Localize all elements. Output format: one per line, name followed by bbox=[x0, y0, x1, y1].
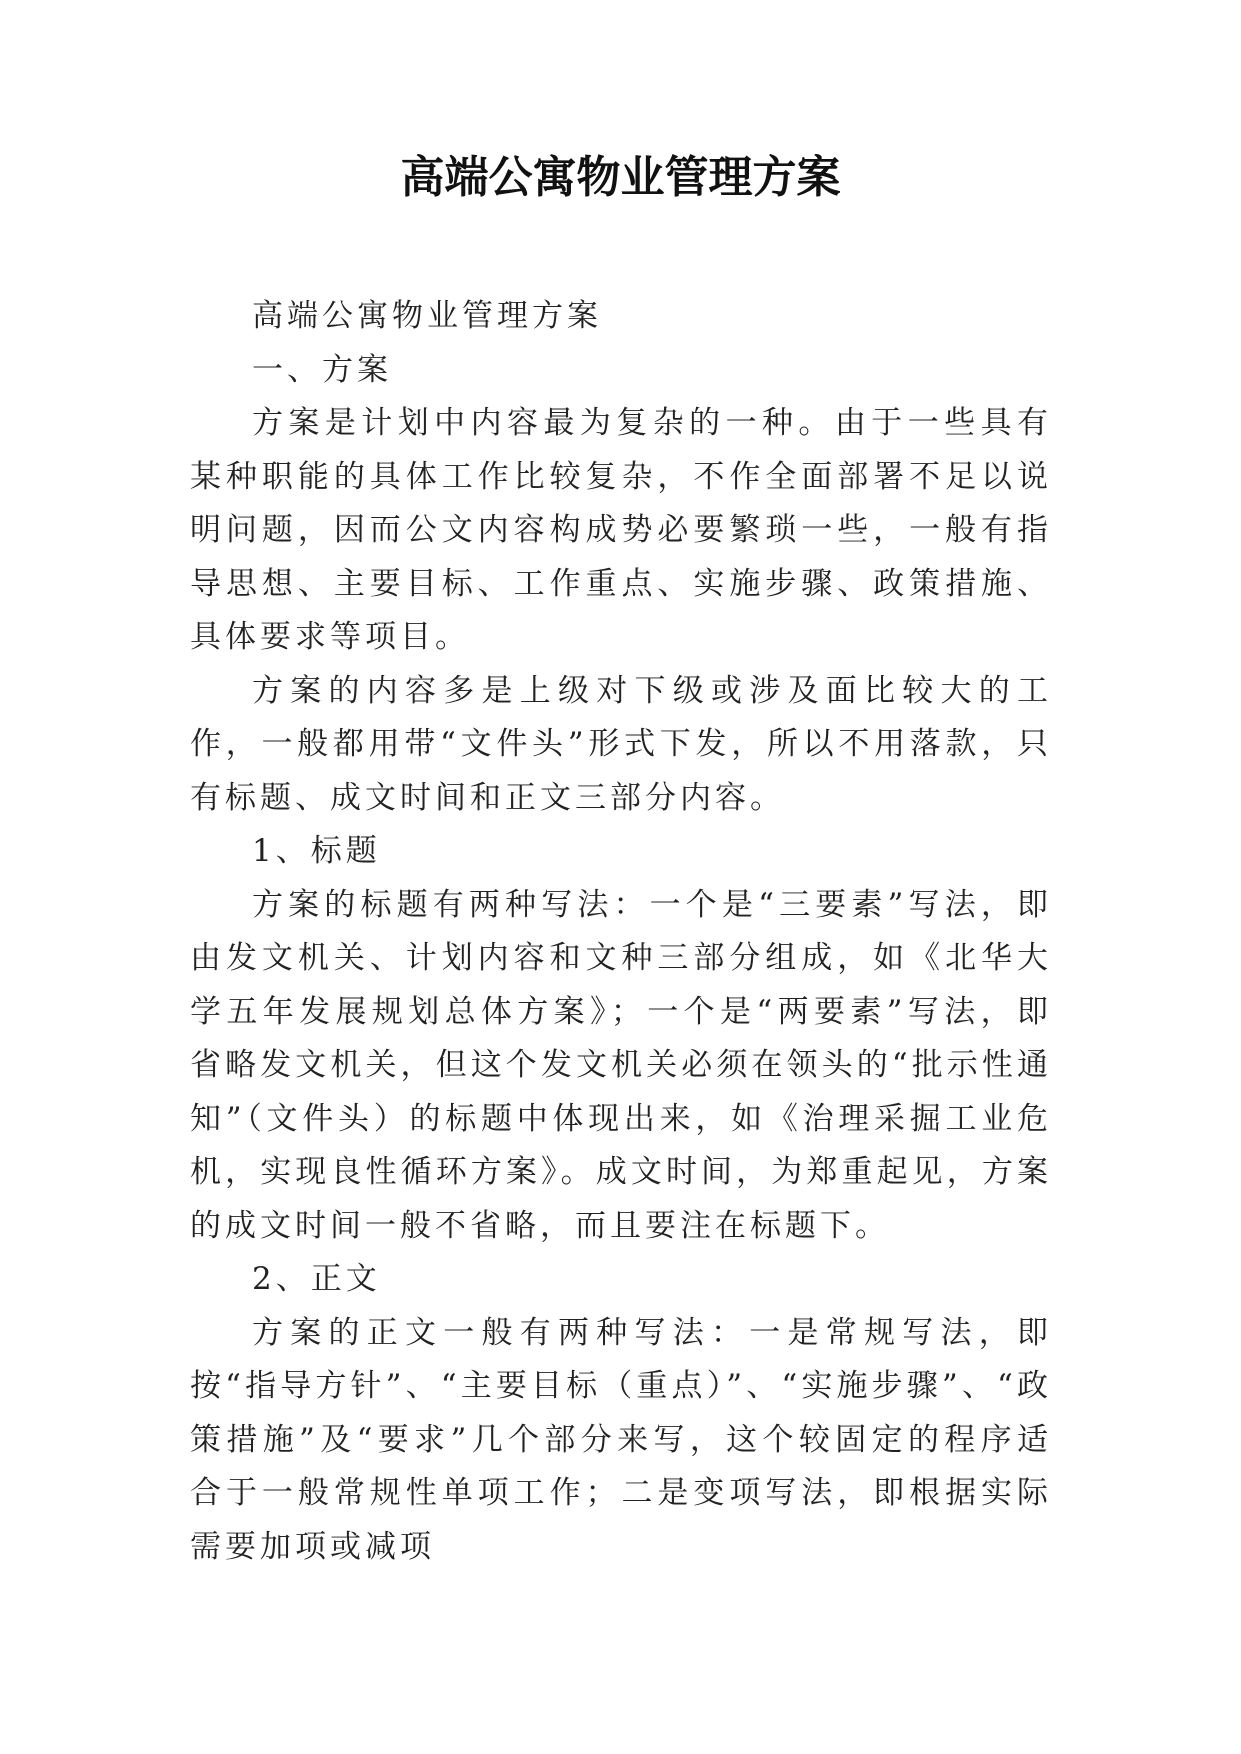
document-title: 高端公寓物业管理方案 bbox=[400, 152, 841, 203]
body-paragraph: 方案的内容多是上级对下级或涉及面比较大的工作，一般都用带“文件头”形式下发，所以不用落款，只有标题、成文时间和正文三部分内容。 bbox=[190, 672, 1052, 816]
section-heading-fangan: 一、方案 bbox=[252, 351, 392, 388]
body-paragraph: 方案是计划中内容最为复杂的一种。由于一些具有某种职能的具体工作比较复杂，不作全面部署不足以说明问题，因而公文内容构成势必要繁琐一些，一般有指导思想、主要目标、工作重点、实施步骤、政策措施、具体要求等项目。 bbox=[190, 405, 1052, 655]
body-paragraph-subtitle: 高端公寓物业管理方案 bbox=[252, 298, 602, 334]
document-body bbox=[190, 290, 1052, 1574]
section-heading-body: 2、正文 bbox=[252, 1261, 381, 1297]
section-heading-title: 1、标题 bbox=[252, 833, 381, 869]
body-paragraph: 方案的正文一般有两种写法：一是常规写法，即按“指导方针”、“主要目标（重点）”、“实施步骤”、“政策措施”及“要求”几个部分来写，这个较固定的程序适合于一般常规性单项工作；二是变项写法，即根据实际需要加项或减项 bbox=[190, 1314, 1052, 1565]
body-paragraph: 方案的标题有两种写法：一个是“三要素”写法，即由发文机关、计划内容和文种三部分组成，如《北华大学五年发展规划总体方案》；一个是“两要素”写法，即省略发文机关，但这个发文机关必须在领头的“批示性通知”（文件头）的标题中体现出来，如《治理采掘工业危机，实现良性循环方案》。成文时间，为郑重起见，方案的成文时间一般不省略，而且要注在标题下。 bbox=[190, 886, 1052, 1244]
